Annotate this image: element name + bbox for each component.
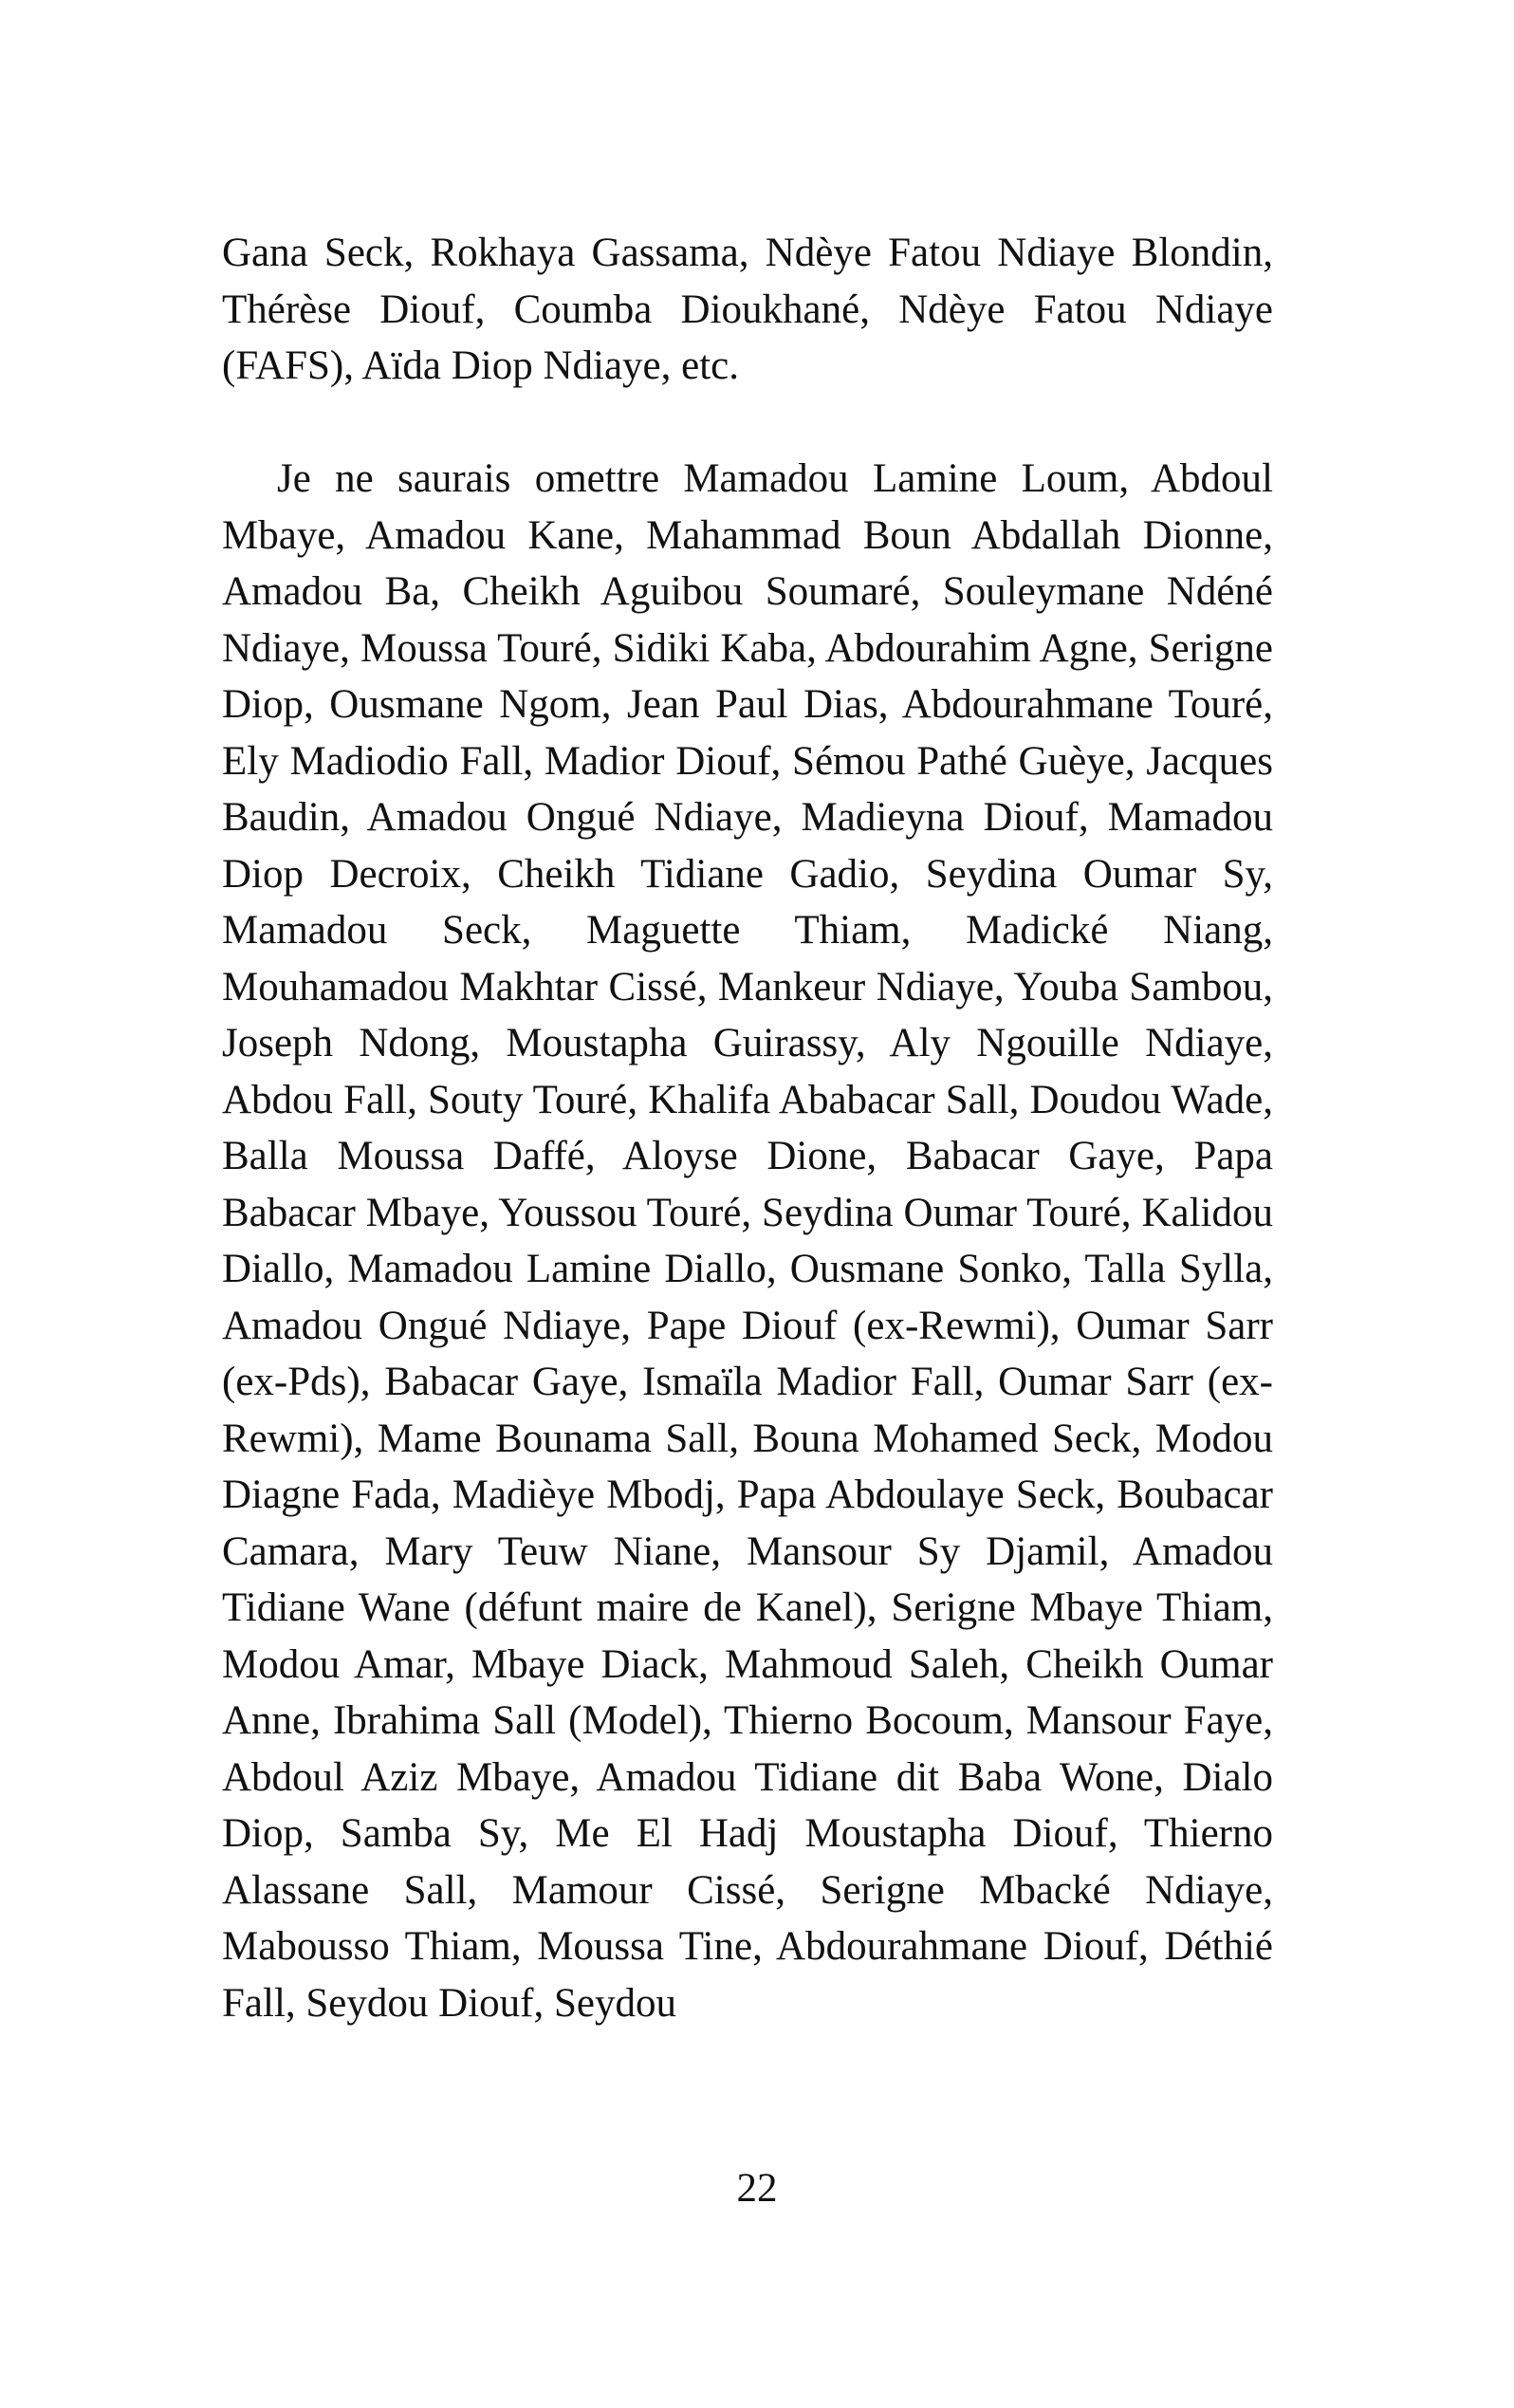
paragraph-names-list: Je ne saurais omettre Mamadou Lamine Loum, Abdoul Mbaye, Amadou Kane, Mahammad Boun Abdallah Dionne, Amadou Ba, Cheikh Aguibou Soumaré, Souleymane Ndéné Ndiaye, Moussa Touré, Sidiki Kaba, Abdourahim Agne, Serigne Diop, Ousmane Ngom, Jean Paul Dias, Abdourahmane Touré, Ely Madiodio Fall, Madior Diouf, Sémou Pathé Guèye, Jacques Baudin, Amadou Ongué Ndiaye, Madieyna Diouf, Mamadou Diop Decroix, Cheikh Tidiane Gadio, Seydina Oumar Sy, Mamadou Seck, Maguette Thiam, Madické Niang, Mouhamadou Makhtar Cissé, Mankeur Ndiaye, Youba Sambou, Joseph Ndong, Moustapha Guirassy, Aly Ngouille Ndiaye, Abdou Fall, Souty Touré, Khalifa Ababacar Sall, Doudou Wade, Balla Moussa Daffé, Aloyse Dione, Babacar Gaye, Papa Babacar Mbaye, Youssou Touré, Seydina Oumar Touré, Kalidou Diallo, Mamadou Lamine Diallo, Ousmane Sonko, Talla Sylla, Amadou Ongué Ndiaye, Pape Diouf (ex-Rewmi), Oumar Sarr (ex-Pds), Babacar Gaye, Ismaïla Madior Fall, Oumar Sarr (ex-Rewmi), Mame Bounama Sall, Bouna Mohamed Seck, Modou Diagne Fada, Madièye Mbodj, Papa Abdoulaye Seck, Boubacar Camara, Mary Teuw Niane, Mansour Sy Djamil, Amadou Tidiane Wane (défunt maire de Kanel), Serigne Mbaye Thiam, Modou Amar, Mbaye Diack, Mahmoud Saleh, Cheikh Oumar Anne, Ibrahima Sall (Model), Thierno Bocoum, Mansour Faye, Abdoul Aziz Mbaye, Amadou Tidiane dit Baba Wone, Dialo Diop, Samba Sy, Me El Hadj Moustapha Diouf, Thierno Alassane Sall, Mamour Cissé, Serigne Mbacké Ndiaye, Mabousso Thiam, Moussa Tine, Abdourahmane Diouf, Déthié Fall, Seydou Diouf, Seydou	[222, 456, 1273, 2026]
page-number: 22	[736, 2166, 778, 2211]
paragraph-continuation: Gana Seck, Rokhaya Gassama, Ndèye Fatou Ndiaye Blondin, Thérèse Diouf, Coumba Dioukhané, Ndèye Fatou Ndiaye (FAFS), Aïda Diop Ndiaye, etc.	[222, 231, 1273, 388]
